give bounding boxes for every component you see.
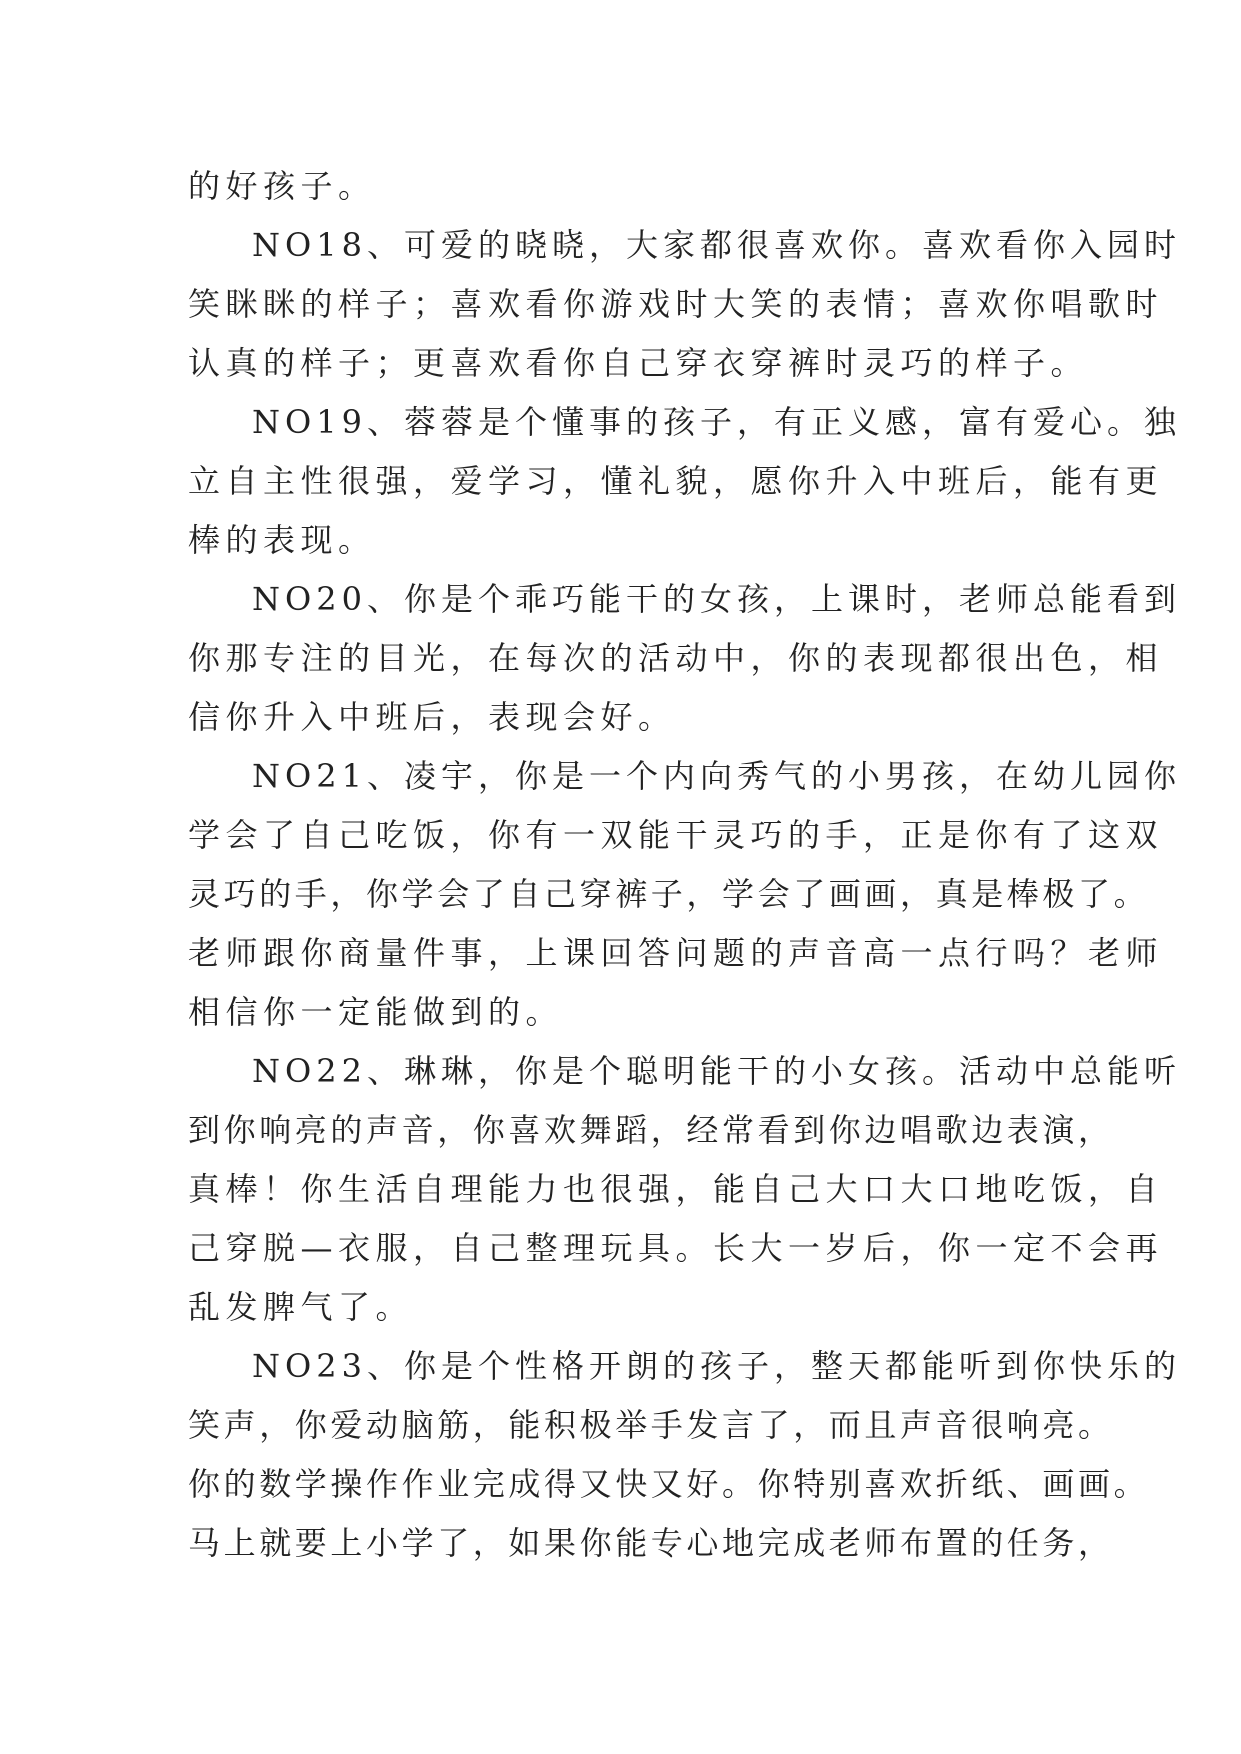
text-line-23: 你的数学操作作业完成得又快又好。你特别喜欢折纸、画画。 bbox=[188, 1465, 1150, 1503]
text-line-22: 笑声，你爱动脑筋，能积极举手发言了，而且声音很响亮。 bbox=[188, 1406, 1114, 1444]
text-line-16: NO22、琳琳，你是个聪明能干的小女孩。活动中总能听 bbox=[252, 1052, 1181, 1090]
text-line-4: 认真的样子；更喜欢看你自己穿衣穿裤时灵巧的样子。 bbox=[188, 344, 1089, 382]
text-line-9: 你那专注的目光，在每次的活动中，你的表现都很出色，相 bbox=[188, 639, 1164, 677]
text-line-12: 学会了自己吃饭，你有一双能干灵巧的手，正是你有了这双 bbox=[188, 816, 1164, 854]
text-line-14: 老师跟你商量件事，上课回答问题的声音高一点行吗？老师 bbox=[188, 934, 1164, 972]
text-line-21: NO23、你是个性格开朗的孩子，整天都能听到你快乐的 bbox=[252, 1347, 1181, 1385]
text-line-5: NO19、蓉蓉是个懂事的孩子，有正义感，富有爱心。独 bbox=[252, 403, 1181, 441]
text-line-10: 信你升入中班后，表现会好。 bbox=[188, 698, 676, 736]
text-line-3: 笑眯眯的样子；喜欢看你游戏时大笑的表情；喜欢你唱歌时 bbox=[188, 285, 1164, 323]
text-line-2: NO18、可爱的晓晓，大家都很喜欢你。喜欢看你入园时 bbox=[252, 226, 1181, 264]
text-line-1: 的好孩子。 bbox=[188, 167, 376, 205]
text-line-17: 到你响亮的声音，你喜欢舞蹈，经常看到你边唱歌边表演， bbox=[188, 1111, 1114, 1149]
text-line-6: 立自主性很强，爱学习，懂礼貌，愿你升入中班后，能有更 bbox=[188, 462, 1164, 500]
document-body bbox=[188, 157, 1181, 1573]
text-line-18: 真棒！你生活自理能力也很强，能自己大口大口地吃饭，自 bbox=[188, 1170, 1164, 1208]
text-line-24: 马上就要上小学了，如果你能专心地完成老师布置的任务， bbox=[188, 1524, 1114, 1562]
text-line-20: 乱发脾气了。 bbox=[188, 1288, 414, 1326]
text-line-19: 己穿脱—衣服，自己整理玩具。长大一岁后，你一定不会再 bbox=[188, 1229, 1164, 1267]
text-line-11: NO21、凌宇，你是一个内向秀气的小男孩，在幼儿园你 bbox=[252, 757, 1181, 795]
text-line-7: 棒的表现。 bbox=[188, 521, 376, 559]
text-line-8: NO20、你是个乖巧能干的女孩，上课时，老师总能看到 bbox=[252, 580, 1181, 618]
text-line-15: 相信你一定能做到的。 bbox=[188, 993, 564, 1031]
text-line-13: 灵巧的手，你学会了自己穿裤子，学会了画画，真是棒极了。 bbox=[188, 875, 1150, 913]
